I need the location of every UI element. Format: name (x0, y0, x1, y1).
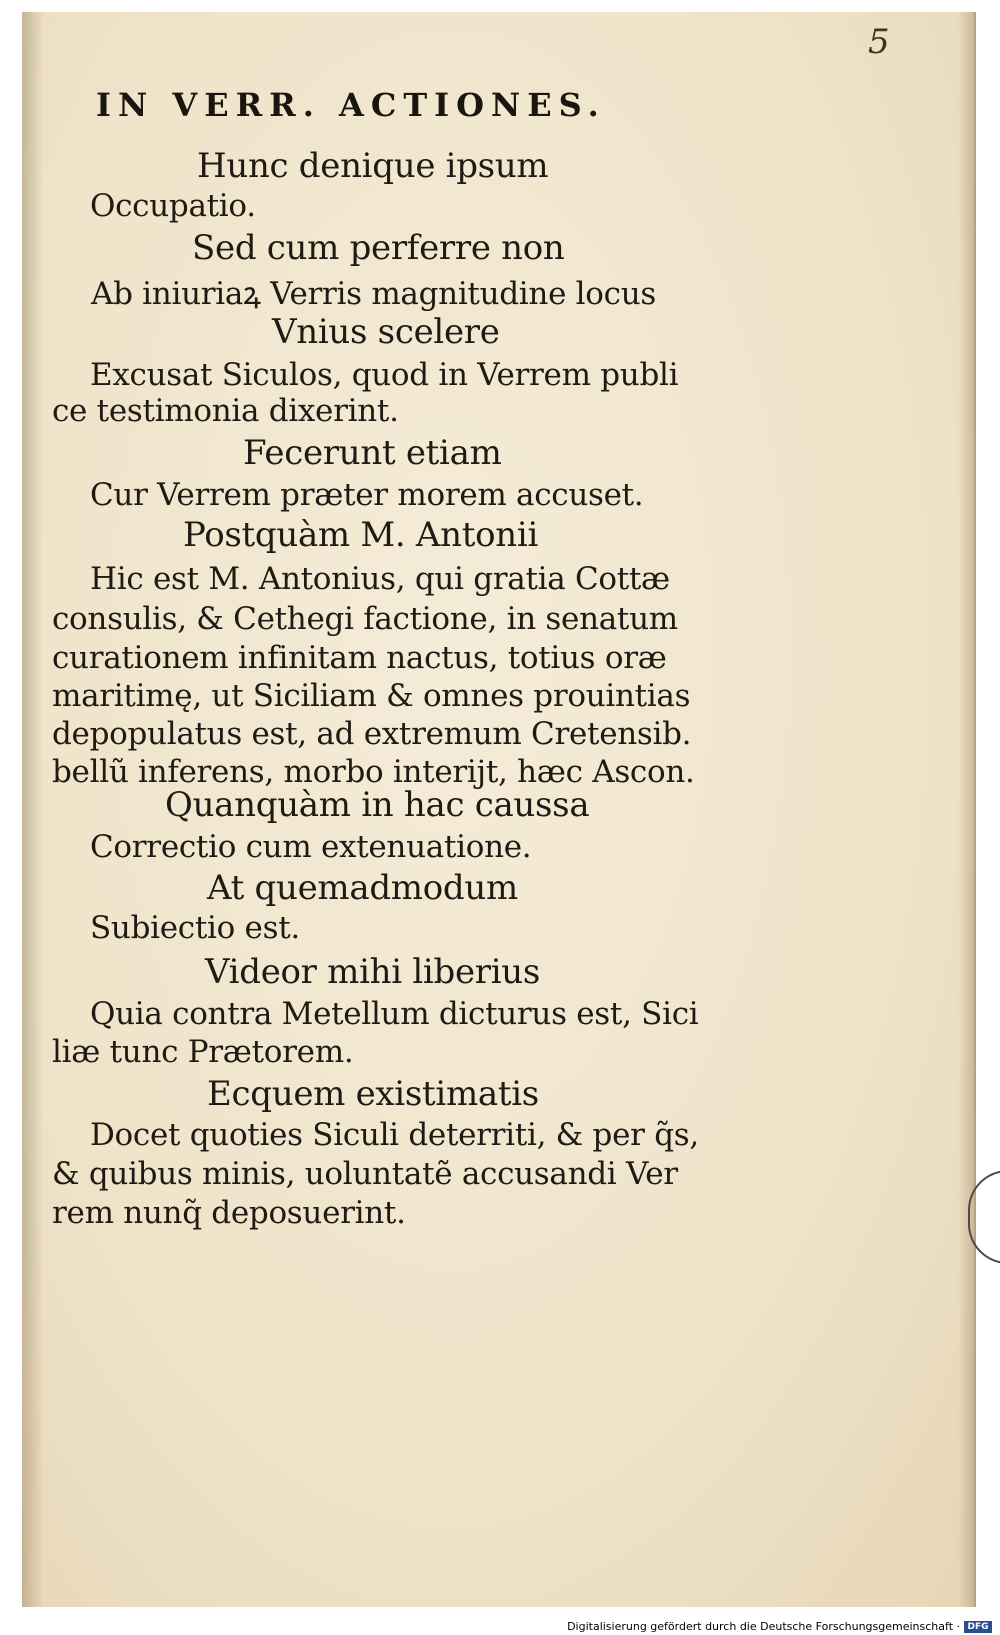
text-line: ce testimonia dixerint. (52, 393, 399, 429)
text-line: Videor mihi liberius (205, 952, 541, 992)
text-line: curationem infinitam nactus, totius oræ (52, 640, 667, 676)
text-line: Ab iniuriaꝝ Verris magnitudine locus (91, 276, 656, 312)
text-line: Excusat Siculos, quod in Verrem publi (90, 357, 679, 393)
text-line: Fecerunt etiam (243, 433, 502, 473)
text-line: Sed cum perferre non (192, 228, 565, 268)
text-line: rem nunq̃ deposuerint. (52, 1195, 406, 1231)
text-line: Docet quoties Siculi deterriti, & per q̃s, (90, 1117, 699, 1153)
text-line: Quanquàm in hac caussa (165, 785, 590, 825)
text-line: Ecquem existimatis (207, 1074, 539, 1114)
text-line: Postquàm M. Antonii (183, 515, 539, 555)
text-line: Quia contra Metellum dicturus est, Sici (90, 996, 699, 1032)
text-line: Subiectio est. (90, 910, 300, 946)
text-line: Vnius scelere (272, 312, 500, 352)
text-line: Cur Verrem præter morem accuset. (90, 477, 644, 513)
funding-credit: Digitalisierung gefördert durch die Deutsche Forschungsgemeinschaft · (567, 1620, 960, 1633)
text-line: Correctio cum extenuatione. (90, 829, 532, 865)
running-header: IN VERR. ACTIONES. (96, 86, 606, 124)
text-line: bellũ inferens, morbo interijt, hæc Ascon. (52, 754, 695, 790)
text-line: At quemadmodum (207, 868, 518, 908)
text-line: Hic est M. Antonius, qui gratia Cottæ (90, 561, 670, 597)
text-line: depopulatus est, ad extremum Cretensib. (52, 716, 692, 752)
text-line: Occupatio. (90, 188, 256, 224)
gutter-shadow (22, 12, 44, 1607)
page-edge (958, 12, 976, 1607)
dfg-logo: DFG (964, 1621, 992, 1633)
text-line: maritimę, ut Siciliam & omnes prouintias (52, 678, 691, 714)
text-line: Hunc denique ipsum (197, 146, 549, 186)
folio-number: 5 (868, 22, 890, 62)
text-line: & quibus minis, uoluntatẽ accusandi Ver (52, 1156, 678, 1192)
text-line: liæ tunc Prætorem. (52, 1034, 354, 1070)
text-line: consulis, & Cethegi factione, in senatum (52, 601, 678, 637)
